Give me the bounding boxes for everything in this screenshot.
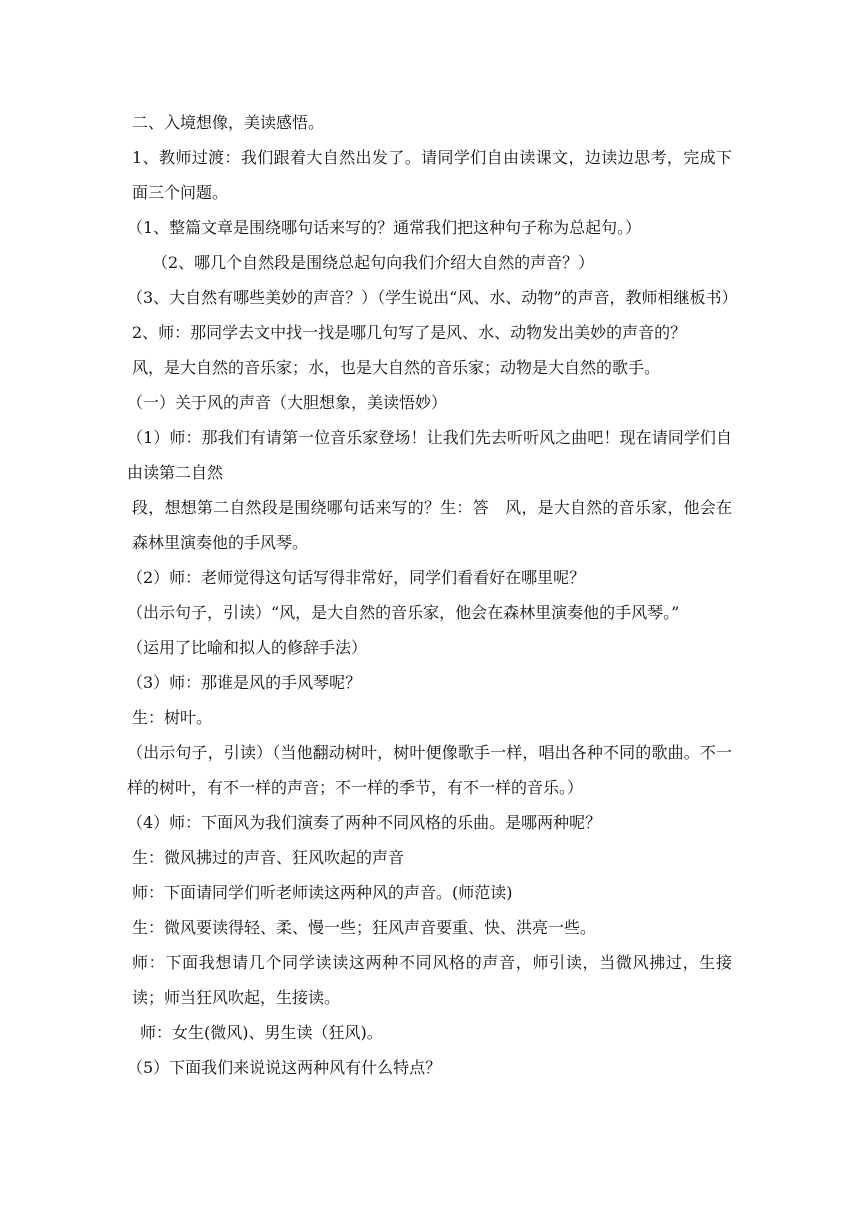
- rhetoric-note: （运用了比喻和拟人的修辞手法）: [127, 638, 368, 657]
- step-3: （3）师：那谁是风的手风琴呢？: [127, 673, 362, 692]
- section-heading: 二、入境想像，美读感悟。: [132, 113, 325, 132]
- question-3: （3、大自然有哪些美妙的声音？）（学生说出“风、水、动物”的声音，教师相继板书）: [127, 288, 738, 307]
- document-body: [127, 105, 738, 1085]
- step-4: （4）师：下面风为我们演奏了两种不同风格的乐曲。是哪两种呢？: [127, 813, 602, 832]
- paragraph-teacher-transition: 1、教师过渡：我们跟着大自然出发了。请同学们自由读课文，边读边思考，完成下面三个问题。: [132, 148, 732, 202]
- step-1-first-line: （1）师：那我们有请第一位音乐家登场！让我们先去听听风之曲吧！现在请同学们自由读第二自然: [127, 428, 732, 482]
- step-1-continued: 段，想想第二自然段是围绕哪句话来写的？生：答 风，是大自然的音乐家，他会在森林里演奏他的手风琴。: [132, 498, 732, 552]
- leaves-sentence: （出示句子，引读）（当他翻动树叶，树叶便像歌手一样，唱出各种不同的歌曲。不一样的树叶，有不一样的声音；不一样的季节，有不一样的音乐。）: [127, 743, 732, 797]
- subheading-wind: （一）关于风的声音（大胆想象，美读悟妙）: [127, 393, 448, 412]
- paragraph-summary-sentence: 风，是大自然的音乐家；水，也是大自然的音乐家；动物是大自然的歌手。: [132, 358, 661, 377]
- teacher-guided-reading: 师：下面我想请几个同学读读这两种不同风格的声音，师引读，当微风拂过，生接读；师当狂风吹起，生接读。: [132, 953, 732, 1007]
- student-answer-two-winds: 生：微风拂过的声音、狂风吹起的声音: [132, 848, 405, 867]
- step-5: （5）下面我们来说说这两种风有什么特点？: [127, 1058, 442, 1077]
- step-2: （2）师：老师觉得这句话写得非常好，同学们看看好在哪里呢？: [127, 568, 586, 587]
- question-2: （2、哪几个自然段是围绕总起句向我们介绍大自然的声音？）: [152, 253, 595, 272]
- student-answer-leaves: 生：树叶。: [132, 708, 213, 727]
- quoted-sentence: （出示句子，引读）“风，是大自然的音乐家，他会在森林里演奏他的手风琴。”: [127, 603, 680, 622]
- student-reading-tips: 生：微风要读得轻、柔、慢一些；狂风声音要重、快、洪亮一些。: [132, 918, 597, 937]
- paragraph-find-sentences: 2、师：那同学去文中找一找是哪几句写了是风、水、动物发出美妙的声音的？: [132, 323, 687, 342]
- gender-reading: 师：女生(微风)、男生读（狂风)。: [140, 1023, 383, 1042]
- teacher-model-reading: 师：下面请同学们听老师读这两种风的声音。(师范读): [132, 883, 513, 902]
- question-1: （1、整篇文章是围绕哪句话来写的？通常我们把这种句子称为总起句。）: [127, 218, 642, 237]
